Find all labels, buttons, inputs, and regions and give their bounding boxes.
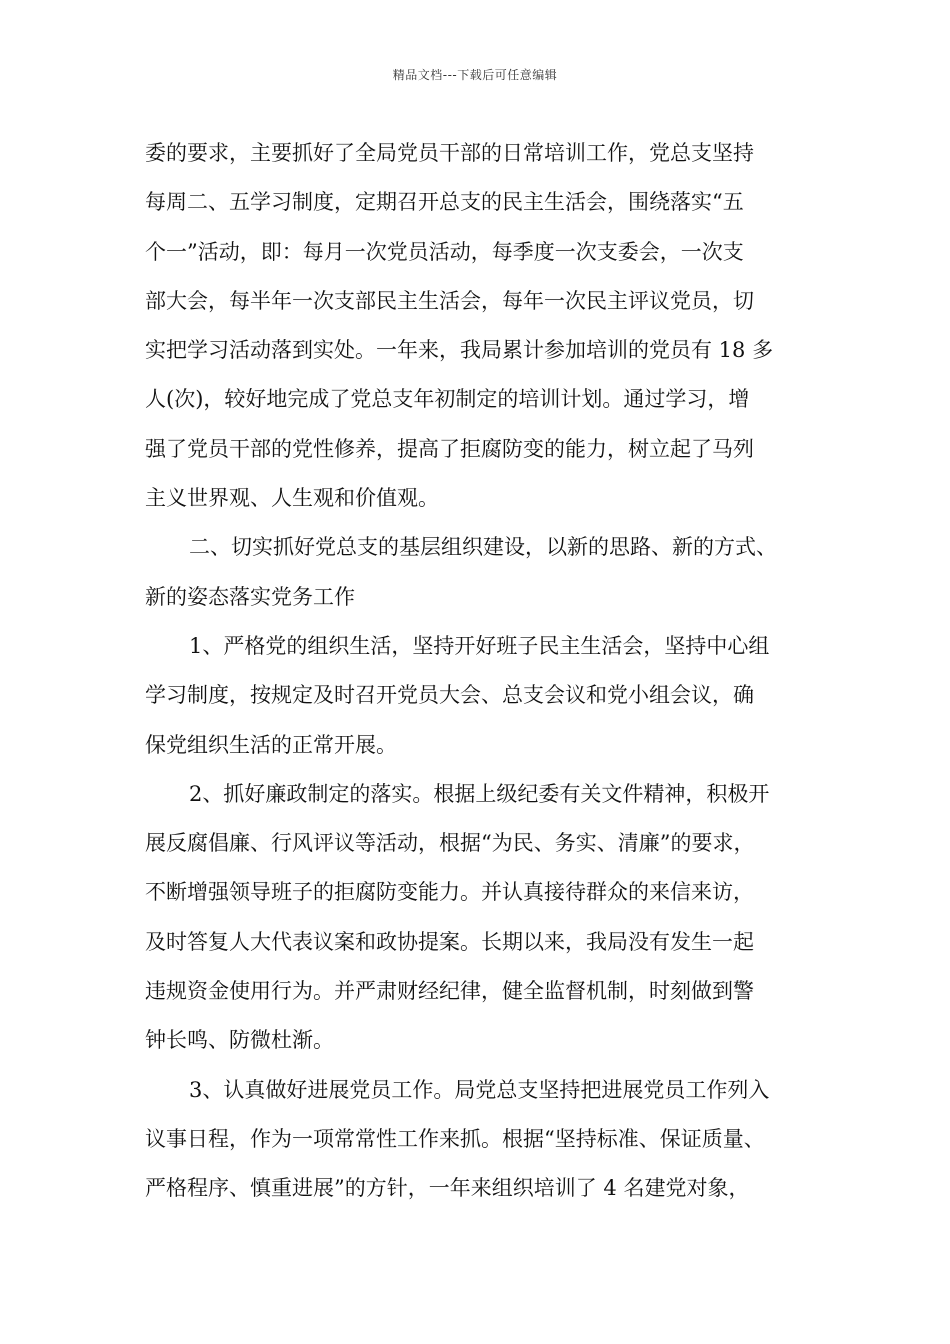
text-line: 委的要求，主要抓好了全局党员干部的日常培训工作，党总支坚持 (145, 141, 754, 165)
text-line: 新的姿态落实党务工作 (145, 584, 355, 609)
text-line: 2、抓好廉政制定的落实。根据上级纪委有关文件精神，积极开 (189, 781, 770, 806)
text-line: 违规资金使用行为。并严肃财经纪律，健全监督机制，时刻做到警 (145, 979, 754, 1004)
text-line: 3、认真做好进展党员工作。局党总支坚持把进展党员工作列入 (189, 1077, 770, 1102)
paragraph (145, 129, 825, 523)
text-line: 学习制度，按规定及时召开党员大会、总支会议和党小组会议，确 (145, 683, 754, 708)
text-line: 每周二、五学习制度，定期召开总支的民主生活会，围绕落实“五 (145, 190, 744, 215)
text-line: 人(次)，较好地完成了党总支年初制定的培训计划。通过学习，增 (145, 387, 750, 412)
paragraph (145, 622, 825, 770)
document-body (145, 129, 825, 1214)
text-line: 1、严格党的组织生活，坚持开好班子民主生活会，坚持中心组 (189, 633, 770, 658)
text-line: 严格程序、慎重进展”的方针，一年来组织培训了 4 名建党对象， (145, 1176, 750, 1201)
text-line: 钟长鸣、防微杜渐。 (145, 1028, 334, 1053)
paragraph (145, 770, 825, 1066)
text-line: 保党组织生活的正常开展。 (145, 732, 397, 757)
text-line: 及时答复人大代表议案和政协提案。长期以来，我局没有发生一起 (145, 929, 754, 954)
text-line: 个一”活动，即：每月一次党员活动，每季度一次支委会，一次支 (145, 239, 744, 264)
text-line: 实把学习活动落到实处。一年来，我局累计参加培训的党员有 18 多 (145, 338, 774, 363)
text-line: 展反腐倡廉、行风评议等活动，根据“为民、务实、清廉”的要求， (145, 831, 755, 856)
text-line: 议事日程，作为一项常常性工作来抓。根据“坚持标准、保证质量、 (145, 1126, 765, 1151)
section-heading (145, 523, 825, 622)
text-line: 不断增强领导班子的拒腐防变能力。并认真接待群众的来信来访， (145, 880, 754, 905)
text-line: 二、切实抓好党总支的基层组织建设，以新的思路、新的方式、 (189, 535, 777, 560)
text-line: 主义世界观、人生观和价值观。 (145, 486, 439, 511)
paragraph (145, 1066, 825, 1214)
text-line: 强了党员干部的党性修养，提高了拒腐防变的能力，树立起了马列 (145, 436, 754, 461)
text-line: 部大会，每半年一次支部民主生活会，每年一次民主评议党员，切 (145, 288, 754, 313)
page-header: 精品文档---下载后可任意编辑 (392, 68, 558, 82)
